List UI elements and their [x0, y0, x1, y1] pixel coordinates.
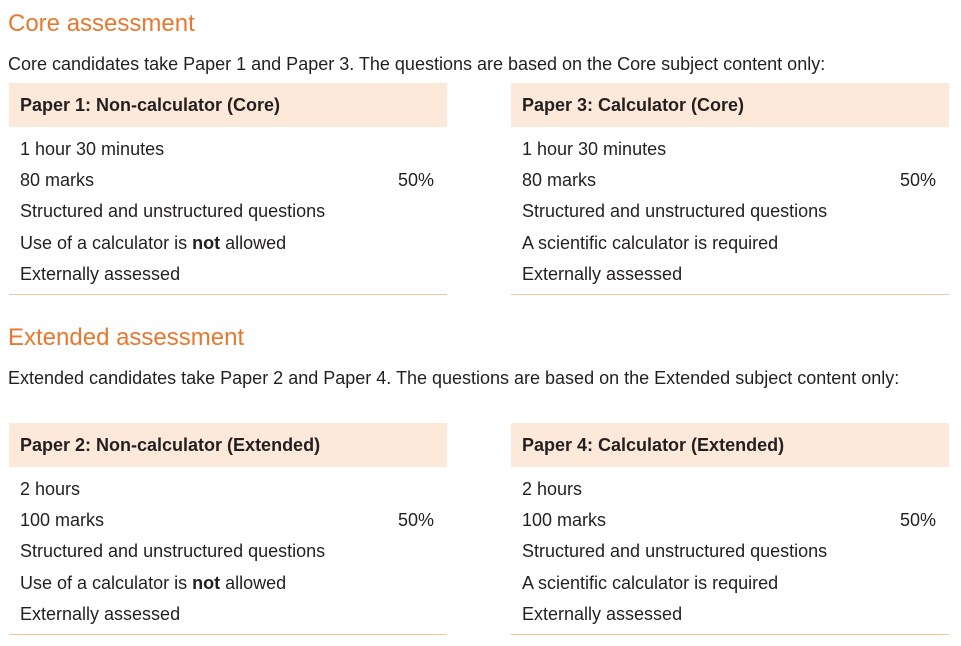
paper-1-heading: Paper 1: Non-calculator (Core) — [9, 83, 447, 127]
paper-2-calc-pre: Use of a calculator is — [20, 572, 193, 593]
paper-2-calc-post: allowed — [220, 572, 287, 593]
paper-4-details — [511, 467, 949, 635]
paper-3-duration-row — [511, 134, 949, 165]
paper-1-duration-row — [9, 134, 447, 165]
extended-section-title: Extended assessment — [8, 324, 245, 351]
paper-2-calculator-rule — [20, 568, 286, 599]
paper-2-question-type: Structured and unstructured questions — [20, 541, 326, 562]
paper-3-assessment-row — [511, 259, 949, 290]
paper-3-marks-row — [511, 165, 949, 196]
paper-1-calc-bold: not — [192, 232, 221, 253]
paper-3-calculator-rule: A scientific calculator is required — [522, 232, 779, 253]
paper-4-duration: 2 hours — [522, 479, 583, 499]
paper-4-assessment-row — [511, 599, 949, 630]
paper-2-calc-bold: not — [192, 572, 221, 593]
paper-2-heading: Paper 2: Non-calculator (Extended) — [9, 423, 447, 467]
paper-3-question-type: Structured and unstructured questions — [522, 201, 828, 222]
paper-1-weight: 50% — [397, 170, 434, 191]
paper-2-assessment: Externally assessed — [20, 603, 181, 624]
paper-3-details — [511, 127, 949, 295]
core-section-title: Core assessment — [8, 10, 195, 37]
paper-2-duration-row — [9, 474, 447, 505]
paper-2-assessment-row — [9, 599, 447, 630]
core-intro-text: Core candidates take Paper 1 and Paper 3. The questions are based on the Core subject content only: — [8, 54, 826, 74]
paper-4-calculator-row — [511, 568, 949, 599]
paper-4-heading: Paper 4: Calculator (Extended) — [511, 423, 949, 467]
paper-1-question-type-row — [9, 196, 447, 227]
paper-4-question-type: Structured and unstructured questions — [522, 541, 828, 562]
paper-3-question-type-row — [511, 196, 949, 227]
paper-1-calculator-row — [9, 228, 447, 259]
paper-2-box — [9, 423, 447, 635]
paper-2-marks: 100 marks — [20, 510, 105, 531]
paper-3-assessment: Externally assessed — [522, 263, 683, 284]
paper-1-calc-pre: Use of a calculator is — [20, 232, 193, 253]
paper-1-calc-post: allowed — [220, 232, 287, 253]
paper-1-assessment: Externally assessed — [20, 263, 181, 284]
paper-4-box — [511, 423, 949, 635]
paper-4-marks-row — [511, 505, 949, 536]
paper-1-question-type: Structured and unstructured questions — [20, 201, 326, 222]
paper-4-assessment: Externally assessed — [522, 603, 683, 624]
paper-3-heading: Paper 3: Calculator (Core) — [511, 83, 949, 127]
paper-2-marks-row — [9, 505, 447, 536]
paper-3-box — [511, 83, 949, 295]
paper-3-duration: 1 hour 30 minutes — [522, 139, 667, 159]
paper-1-details — [9, 127, 447, 295]
paper-2-duration: 2 hours — [20, 479, 81, 499]
paper-4-marks: 100 marks — [522, 510, 607, 531]
paper-2-weight: 50% — [397, 510, 434, 531]
paper-4-question-type-row — [511, 536, 949, 567]
paper-2-details — [9, 467, 447, 635]
extended-intro-text: Extended candidates take Paper 2 and Paper 4. The questions are based on the Extended subject content only: — [8, 368, 900, 388]
paper-3-weight: 50% — [899, 170, 936, 191]
paper-3-calculator-row — [511, 228, 949, 259]
paper-1-calculator-rule — [20, 228, 286, 259]
paper-1-marks: 80 marks — [20, 170, 95, 191]
paper-1-box — [9, 83, 447, 295]
paper-1-duration: 1 hour 30 minutes — [20, 139, 165, 159]
paper-3-marks: 80 marks — [522, 170, 597, 191]
paper-2-calculator-row — [9, 568, 447, 599]
paper-2-question-type-row — [9, 536, 447, 567]
paper-1-assessment-row — [9, 259, 447, 290]
paper-1-marks-row — [9, 165, 447, 196]
paper-4-duration-row — [511, 474, 949, 505]
paper-4-calculator-rule: A scientific calculator is required — [522, 572, 779, 593]
paper-4-weight: 50% — [899, 510, 936, 531]
